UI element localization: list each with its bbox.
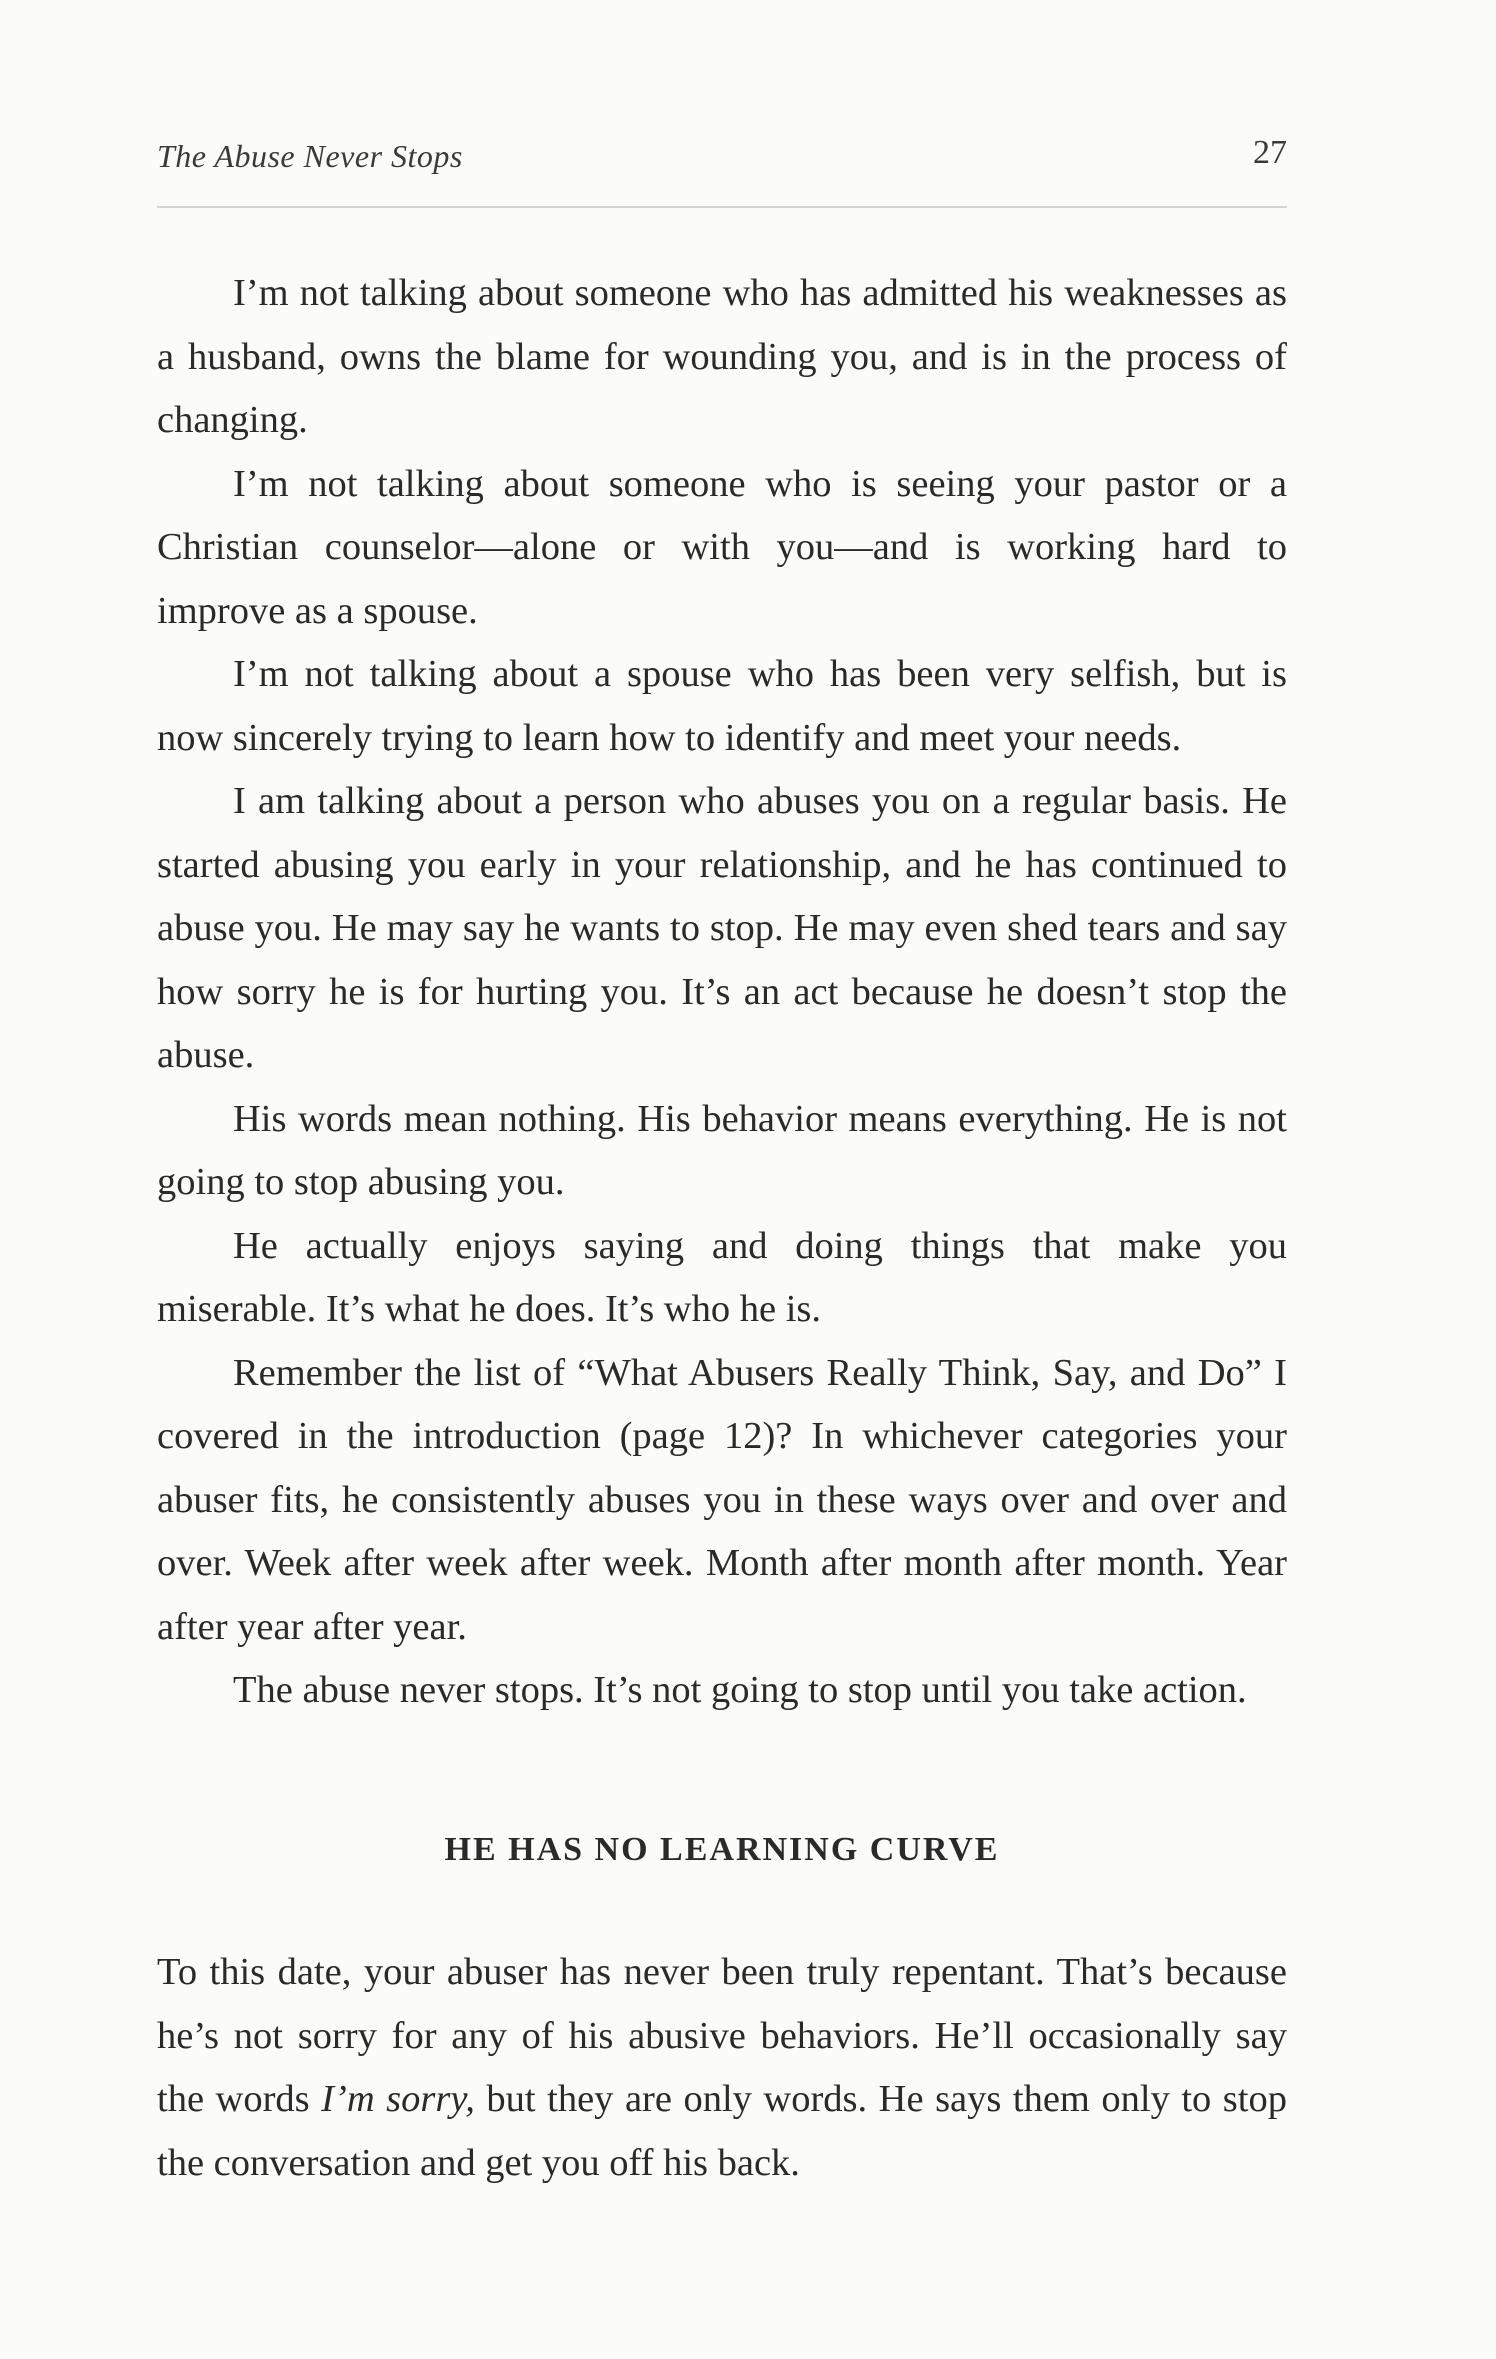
section-paragraph [157, 1941, 1287, 2195]
header-rule [157, 206, 1287, 208]
paragraph: I am talking about a person who abuses you on a regular basis. He started abusing you early in your relationship, and he has continued to abuse you. He may say he wants to stop. He may even shed tears and say how sorry he is for hurting you. It’s an act because he doesn’t stop the abuse. [157, 780, 1287, 1076]
paragraph: I’m not talking about a spouse who has been very selfish, but is now sincerely trying to learn how to identify and meet your needs. [157, 653, 1287, 759]
paragraph: I’m not talking about someone who is seeing your pastor or a Christian counselor—alone or with you—and is working hard to improve as a spouse. [157, 462, 1287, 632]
running-head-title: The Abuse Never Stops [157, 138, 463, 174]
page-number: 27 [1253, 134, 1287, 171]
paragraph: His words mean nothing. His behavior means everything. He is not going to stop abusing you. [157, 1097, 1287, 1203]
paragraph-text: but they are only words. He says them only to stop the conversation and get you off his back. [157, 2078, 1287, 2184]
paragraph-text: To this date, your abuser has never been truly repentant. That’s because he’s not sorry for any of his abusive behaviors. He’ll occasionally say the words [157, 1951, 1287, 2120]
section-heading: HE HAS NO LEARNING CURVE [444, 1830, 1000, 1868]
paragraph: Remember the list of “What Abusers Really Think, Say, and Do” I covered in the introduction (page 12)? In whichever categories your abuser fits, he consistently abuses you in these ways over and over and over. Week after week after week. Month after month after month. Year after year after year. [157, 1351, 1287, 1648]
running-head [157, 134, 1287, 198]
paragraph: The abuse never stops. It’s not going to stop until you take action. [233, 1669, 1247, 1711]
paragraph: I’m not talking about someone who has admitted his weaknesses as a husband, owns the blame for wounding you, and is in the process of changing. [157, 272, 1287, 441]
emphasized-text: I’m sorry, [321, 2078, 475, 2120]
body-text [157, 262, 1287, 2195]
paragraph: He actually enjoys saying and doing things that make you miserable. It’s what he does. It’s who he is. [157, 1224, 1287, 1330]
